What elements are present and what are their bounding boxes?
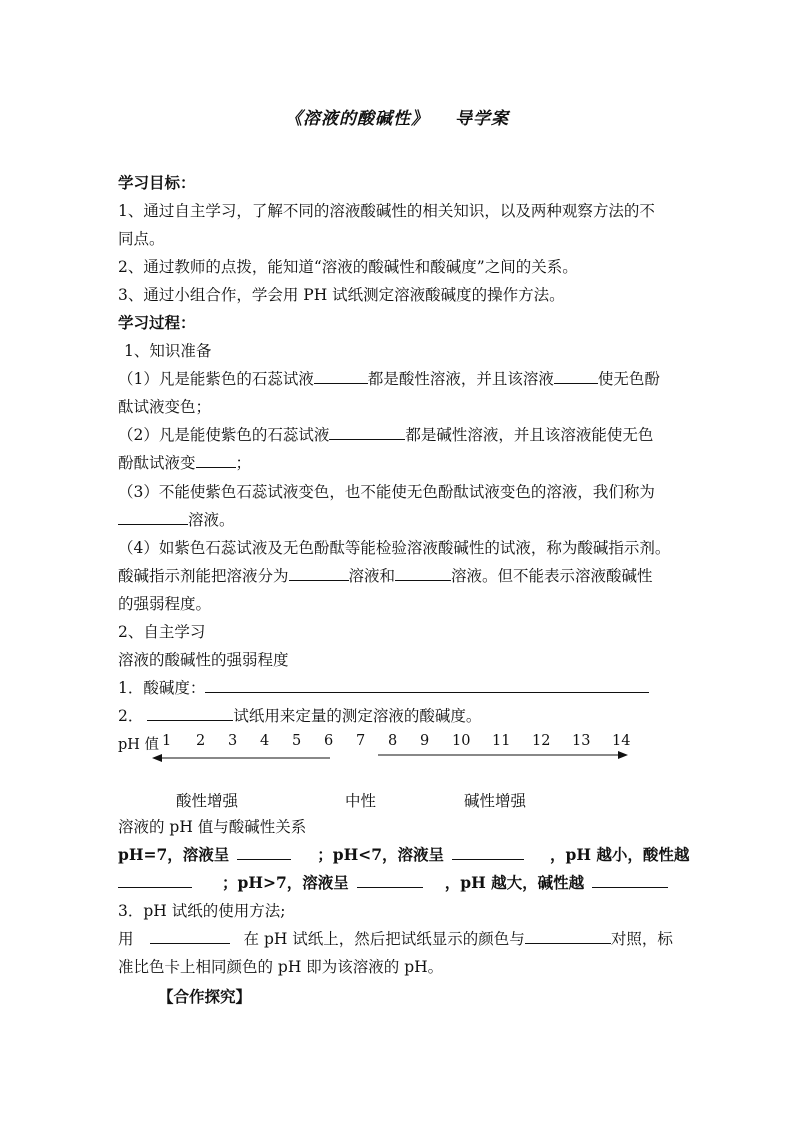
fill-blank[interactable] xyxy=(329,425,405,440)
question-4-line-3: 的强弱程度。 xyxy=(118,595,212,613)
ph-number: 11 xyxy=(492,733,511,749)
fill-blank[interactable] xyxy=(357,873,423,888)
title-suffix: 导学案 xyxy=(455,109,509,129)
relation-heading: 溶液的 pH 值与酸碱性关系 xyxy=(118,818,307,836)
fill-blank[interactable] xyxy=(205,678,649,693)
objective-2: 2、通过教师的点拨，能知道“溶液的酸碱性和酸碱度”之间的关系。 xyxy=(118,258,578,276)
fill-blank[interactable] xyxy=(592,873,668,888)
objective-3: 3、通过小组合作，学会用 PH 试纸测定溶液酸碱度的操作方法。 xyxy=(118,286,565,304)
section-1-heading: 1、知识准备 xyxy=(124,342,212,360)
question-2-line-1: （2）凡是能使紫色的石蕊试液 都是碱性溶液，并且该溶液能使无色 xyxy=(118,426,654,444)
fill-blank[interactable] xyxy=(147,706,233,721)
section-2-heading: 2、自主学习 xyxy=(118,623,206,641)
question-3-line-1: （3）不能使紫色石蕊试液变色，也不能使无色酚酞试液变色的溶液，我们称为 xyxy=(118,483,655,501)
question-3-line-2: 溶液。 xyxy=(118,510,688,530)
subsection-heading: 溶液的酸碱性的强弱程度 xyxy=(118,651,289,669)
ph-number: 6 xyxy=(324,733,334,749)
fill-blank[interactable] xyxy=(314,369,368,384)
ph-number: 12 xyxy=(532,733,551,749)
ph-number: 4 xyxy=(260,733,270,749)
acidity-definition: 1．酸碱度： xyxy=(118,678,688,698)
question-1-line-2: 酞试液变色； xyxy=(118,398,212,416)
title-main: 《溶液的酸碱性》 xyxy=(285,109,429,129)
objective-1-line-1: 1、通过自主学习，了解不同的溶液酸碱性的相关知识，以及两种观察方法的不 xyxy=(118,202,655,220)
question-4-line-2: 酸碱指示剂能把溶液分为 溶液和 溶液。但不能表示溶液酸碱性 xyxy=(118,567,653,585)
ph-number: 1 xyxy=(162,733,172,749)
ph-scale-label: pH 值 xyxy=(118,737,160,753)
ph-number: 7 xyxy=(356,733,366,749)
fill-blank[interactable] xyxy=(196,453,236,468)
fill-blank[interactable] xyxy=(554,369,598,384)
relation-line-2: ；pH>7，溶液呈 ，pH 越大，碱性越 xyxy=(118,873,688,893)
usage-line-2: 准比色卡上相同颜色的 pH 即为该溶液的 pH。 xyxy=(118,958,444,976)
ph-number: 2 xyxy=(196,733,206,749)
question-4-line-1: （4）如紫色石蕊试液及无色酚酞等能检验溶液酸碱性的试液，称为酸碱指示剂。 xyxy=(118,539,671,557)
base-increase-label: 碱性增强 xyxy=(464,792,527,810)
ph-number: 5 xyxy=(292,733,302,749)
cooperative-inquiry-heading: 【合作探究】 xyxy=(158,987,252,1006)
acid-increase-label: 酸性增强 xyxy=(176,792,239,810)
ph-arrows xyxy=(150,748,640,766)
objectives-heading: 学习目标： xyxy=(118,173,196,192)
relation-line-1: pH=7，溶液呈 ；pH<7，溶液呈 ，pH 越小，酸性越 xyxy=(118,845,690,864)
fill-blank[interactable] xyxy=(150,929,230,944)
page-title xyxy=(0,104,794,129)
ph-number: 9 xyxy=(420,733,430,749)
process-heading: 学习过程： xyxy=(118,313,196,332)
fill-blank[interactable] xyxy=(118,873,192,888)
fill-blank[interactable] xyxy=(395,566,451,581)
usage-line-1: 用 在 pH 试纸上，然后把试纸显示的颜色与 对照，标 xyxy=(118,930,673,948)
ph-number: 8 xyxy=(388,733,398,749)
ph-number: 14 xyxy=(612,733,631,749)
acid-arrow-icon xyxy=(152,754,330,762)
objective-1-line-2: 同点。 xyxy=(118,230,165,248)
question-2-line-2: 酚酞试液变 ； xyxy=(118,454,252,472)
fill-blank[interactable] xyxy=(237,845,291,860)
ph-number: 3 xyxy=(228,733,238,749)
ph-number: 10 xyxy=(452,733,471,749)
test-paper-line: 2． 试纸用来定量的测定溶液的酸碱度。 xyxy=(118,707,482,725)
fill-blank[interactable] xyxy=(289,566,349,581)
base-arrow-icon xyxy=(378,751,628,759)
usage-heading: 3．pH 试纸的使用方法; xyxy=(118,902,286,920)
fill-blank[interactable] xyxy=(525,929,611,944)
fill-blank[interactable] xyxy=(118,510,188,525)
neutral-label: 中性 xyxy=(345,792,377,810)
question-1-line-1: （1）凡是能紫色的石蕊试液 都是酸性溶液，并且该溶液 使无色酚 xyxy=(118,370,660,388)
ph-number: 13 xyxy=(572,733,591,749)
fill-blank[interactable] xyxy=(452,845,524,860)
